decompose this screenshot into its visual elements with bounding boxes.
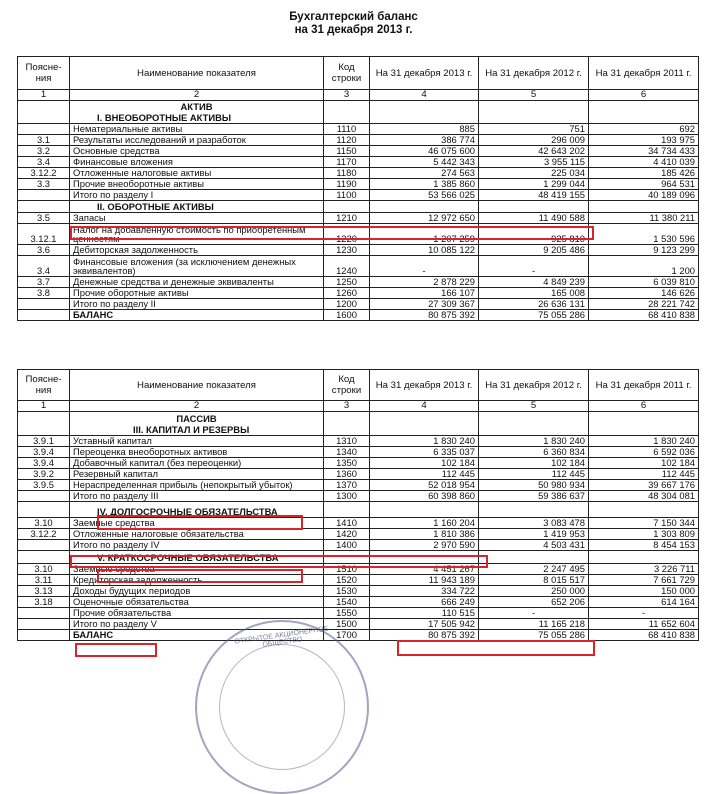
value-2011-cell: 1 830 240 xyxy=(589,436,699,447)
table-row xyxy=(18,469,699,480)
col-header-2011: На 31 декабря 2011 г. xyxy=(589,370,699,401)
table-row xyxy=(18,245,699,256)
note-cell xyxy=(18,124,70,135)
code-cell: 1700 xyxy=(324,630,370,641)
value-2012-cell: 26 636 131 xyxy=(479,299,589,310)
value-2012-cell: 50 980 934 xyxy=(479,480,589,491)
name-cell: Отложенные налоговые обязательства xyxy=(70,529,324,540)
name-cell: Итого по разделу IV xyxy=(70,540,324,551)
col-number: 5 xyxy=(479,90,589,101)
note-cell: 3.6 xyxy=(18,245,70,256)
value-2012-cell: 751 xyxy=(479,124,589,135)
code-cell: 1260 xyxy=(324,288,370,299)
table-row xyxy=(18,518,699,529)
note-cell: 3.11 xyxy=(18,575,70,586)
value-2011-cell: 112 445 xyxy=(589,469,699,480)
note-cell: 3.12.1 xyxy=(18,224,70,245)
section-5-title: V. КРАТКОСРОЧНЫЕ ОБЯЗАТЕЛЬСТВА xyxy=(70,551,324,564)
name-cell: Денежные средства и денежные эквиваленты xyxy=(70,277,324,288)
document-title: Бухгалтерский баланс xyxy=(289,11,418,23)
table-row xyxy=(18,146,699,157)
header-row xyxy=(18,370,699,401)
value-2012-cell: 59 386 637 xyxy=(479,491,589,502)
table-row xyxy=(18,213,699,224)
document-date: на 31 декабря 2013 г. xyxy=(294,24,413,36)
value-2011-cell: 6 592 036 xyxy=(589,447,699,458)
value-2012-cell: 6 360 834 xyxy=(479,447,589,458)
value-2012-cell: 8 015 517 xyxy=(479,575,589,586)
col-header-code: Код строки xyxy=(324,370,370,401)
value-2012-cell: - xyxy=(479,256,589,277)
col-number: 2 xyxy=(70,90,324,101)
stamp-text: ОТКРЫТОЕ АКЦИОНЕРНОЕ ОБЩЕСТВО xyxy=(234,625,329,649)
value-2011-cell: 185 426 xyxy=(589,168,699,179)
value-2011-cell: 48 304 081 xyxy=(589,491,699,502)
value-2013-cell: 27 309 367 xyxy=(370,299,479,310)
value-2013-cell: 666 249 xyxy=(370,597,479,608)
note-cell: 3.12.2 xyxy=(18,168,70,179)
table-row xyxy=(18,310,699,321)
value-2013-cell: 110 515 xyxy=(370,608,479,619)
value-2013-cell: 5 442 343 xyxy=(370,157,479,168)
note-cell xyxy=(18,630,70,641)
liabilities-heading: ПАССИВ xyxy=(176,412,217,424)
value-2013-cell: 2 878 229 xyxy=(370,277,479,288)
note-cell: 3.13 xyxy=(18,586,70,597)
name-cell: Итого по разделу I xyxy=(70,190,324,201)
value-2011-cell: 68 410 838 xyxy=(589,310,699,321)
code-cell: 1310 xyxy=(324,436,370,447)
code-cell: 1170 xyxy=(324,157,370,168)
value-2013-cell: 1 207 259 xyxy=(370,224,479,245)
col-header-2013: На 31 декабря 2013 г. xyxy=(370,57,479,90)
code-cell: 1360 xyxy=(324,469,370,480)
name-cell: Нематериальные активы xyxy=(70,124,324,135)
note-cell: 3.12.2 xyxy=(18,529,70,540)
value-2012-cell: 652 206 xyxy=(479,597,589,608)
code-cell: 1150 xyxy=(324,146,370,157)
code-cell: 1210 xyxy=(324,213,370,224)
code-cell: 1300 xyxy=(324,491,370,502)
code-cell: 1410 xyxy=(324,518,370,529)
value-2012-cell: 3 955 115 xyxy=(479,157,589,168)
code-cell: 1400 xyxy=(324,540,370,551)
stamp-inner-ring xyxy=(219,644,345,770)
value-2011-cell: 1 530 596 xyxy=(589,224,699,245)
value-2011-cell: 4 410 039 xyxy=(589,157,699,168)
column-numbers-row xyxy=(18,401,699,412)
table-row xyxy=(18,277,699,288)
value-2012-cell: 2 247 495 xyxy=(479,564,589,575)
section-2-rows xyxy=(18,213,699,321)
col-number: 1 xyxy=(18,401,70,412)
table-row xyxy=(18,447,699,458)
table-row xyxy=(18,540,699,551)
note-cell xyxy=(18,491,70,502)
name-cell: Дебиторская задолженность xyxy=(70,245,324,256)
name-cell: Прочие обязательства xyxy=(70,608,324,619)
value-2012-cell: 1 830 240 xyxy=(479,436,589,447)
value-2013-cell: 6 335 037 xyxy=(370,447,479,458)
value-2013-cell: 112 445 xyxy=(370,469,479,480)
col-number: 6 xyxy=(589,90,699,101)
value-2013-cell: 60 398 860 xyxy=(370,491,479,502)
col-header-note: Поясне- ния xyxy=(18,57,70,90)
table-row xyxy=(18,491,699,502)
code-cell: 1550 xyxy=(324,608,370,619)
note-cell: 3.8 xyxy=(18,288,70,299)
code-cell: 1340 xyxy=(324,447,370,458)
table-row xyxy=(18,608,699,619)
value-2013-cell: 2 970 590 xyxy=(370,540,479,551)
value-2011-cell: 102 184 xyxy=(589,458,699,469)
name-cell: Итого по разделу II xyxy=(70,299,324,310)
section-heading-row xyxy=(18,502,699,518)
name-cell: Добавочный капитал (без переоценки) xyxy=(70,458,324,469)
table-row xyxy=(18,564,699,575)
section-3-title: III. КАПИТАЛ И РЕЗЕРВЫ xyxy=(133,423,250,435)
value-2012-cell: 4 503 431 xyxy=(479,540,589,551)
table-row xyxy=(18,575,699,586)
code-cell: 1350 xyxy=(324,458,370,469)
note-cell xyxy=(18,310,70,321)
value-2011-cell: 1 200 xyxy=(589,256,699,277)
note-cell: 3.9.2 xyxy=(18,469,70,480)
value-2013-cell: 334 722 xyxy=(370,586,479,597)
value-2011-cell: 6 039 810 xyxy=(589,277,699,288)
name-cell: БАЛАНС xyxy=(70,630,324,641)
section-heading xyxy=(70,412,324,436)
value-2013-cell: 10 085 122 xyxy=(370,245,479,256)
section-3-rows xyxy=(18,436,699,502)
note-cell: 3.9.5 xyxy=(18,480,70,491)
highlight-section-5-total-name xyxy=(75,643,157,657)
value-2013-cell: 102 184 xyxy=(370,458,479,469)
note-cell: 3.2 xyxy=(18,146,70,157)
table-row xyxy=(18,179,699,190)
value-2011-cell: 28 221 742 xyxy=(589,299,699,310)
table-row xyxy=(18,256,699,277)
table-row xyxy=(18,458,699,469)
value-2011-cell: - xyxy=(589,608,699,619)
note-cell: 3.18 xyxy=(18,597,70,608)
name-cell: Запасы xyxy=(70,213,324,224)
note-cell: 3.5 xyxy=(18,213,70,224)
value-2013-cell: 80 875 392 xyxy=(370,310,479,321)
code-cell: 1600 xyxy=(324,310,370,321)
value-2013-cell: 1 385 860 xyxy=(370,179,479,190)
name-cell: Оценочные обязательства xyxy=(70,597,324,608)
col-number: 3 xyxy=(324,90,370,101)
name-cell: БАЛАНС xyxy=(70,310,324,321)
value-2012-cell: 165 008 xyxy=(479,288,589,299)
name-cell: Доходы будущих периодов xyxy=(70,586,324,597)
note-cell: 3.9.1 xyxy=(18,436,70,447)
section-heading-row xyxy=(18,101,699,124)
name-cell: Отложенные налоговые активы xyxy=(70,168,324,179)
code-cell: 1500 xyxy=(324,619,370,630)
col-header-code: Код строки xyxy=(324,57,370,90)
value-2013-cell: 11 943 189 xyxy=(370,575,479,586)
value-2011-cell: 3 226 711 xyxy=(589,564,699,575)
value-2012-cell: 11 165 218 xyxy=(479,619,589,630)
note-cell xyxy=(18,190,70,201)
value-2011-cell: 964 531 xyxy=(589,179,699,190)
value-2012-cell: 42 643 202 xyxy=(479,146,589,157)
value-2013-cell: 1 160 204 xyxy=(370,518,479,529)
value-2013-cell: 80 875 392 xyxy=(370,630,479,641)
table-row xyxy=(18,436,699,447)
name-cell: Заемные средства xyxy=(70,518,324,529)
liabilities-table xyxy=(17,369,699,641)
value-2011-cell: 11 380 211 xyxy=(589,213,699,224)
section-heading-row xyxy=(18,412,699,436)
name-cell: Основные средства xyxy=(70,146,324,157)
value-2012-cell: 11 490 588 xyxy=(479,213,589,224)
value-2011-cell: 8 454 153 xyxy=(589,540,699,551)
table-row xyxy=(18,124,699,135)
code-cell: 1250 xyxy=(324,277,370,288)
section-heading-row xyxy=(18,201,699,213)
col-number: 5 xyxy=(479,401,589,412)
name-cell: Налог на добавленную стоимость по приобретенным ценностям xyxy=(70,224,324,245)
col-number: 3 xyxy=(324,401,370,412)
name-cell: Резервный капитал xyxy=(70,469,324,480)
value-2012-cell: 48 419 155 xyxy=(479,190,589,201)
value-2012-cell: - xyxy=(479,608,589,619)
code-cell: 1110 xyxy=(324,124,370,135)
value-2011-cell: 34 734 433 xyxy=(589,146,699,157)
value-2012-cell: 250 000 xyxy=(479,586,589,597)
note-cell: 3.10 xyxy=(18,518,70,529)
col-header-2012: На 31 декабря 2012 г. xyxy=(479,57,589,90)
code-cell: 1120 xyxy=(324,135,370,146)
table-row xyxy=(18,480,699,491)
note-cell: 3.9.4 xyxy=(18,458,70,469)
value-2011-cell: 7 661 729 xyxy=(589,575,699,586)
code-cell: 1520 xyxy=(324,575,370,586)
value-2013-cell: 4 451 267 xyxy=(370,564,479,575)
note-cell: 3.3 xyxy=(18,179,70,190)
value-2011-cell: 150 000 xyxy=(589,586,699,597)
table-row xyxy=(18,190,699,201)
name-cell: Результаты исследований и разработок xyxy=(70,135,324,146)
code-cell: 1200 xyxy=(324,299,370,310)
value-2012-cell: 112 445 xyxy=(479,469,589,480)
code-cell: 1100 xyxy=(324,190,370,201)
value-2013-cell: - xyxy=(370,256,479,277)
note-cell xyxy=(18,619,70,630)
name-cell: Итого по разделу III xyxy=(70,491,324,502)
code-cell: 1510 xyxy=(324,564,370,575)
value-2012-cell: 3 083 478 xyxy=(479,518,589,529)
value-2012-cell: 1 419 953 xyxy=(479,529,589,540)
value-2011-cell: 40 189 096 xyxy=(589,190,699,201)
value-2011-cell: 39 667 176 xyxy=(589,480,699,491)
section-4-rows xyxy=(18,518,699,551)
name-cell: Переоценка внеоборотных активов xyxy=(70,447,324,458)
value-2013-cell: 274 563 xyxy=(370,168,479,179)
assets-heading: АКТИВ xyxy=(180,101,213,112)
col-number: 4 xyxy=(370,401,479,412)
code-cell: 1220 xyxy=(324,224,370,245)
code-cell: 1530 xyxy=(324,586,370,597)
table-row xyxy=(18,586,699,597)
table-row xyxy=(18,529,699,540)
note-cell: 3.1 xyxy=(18,135,70,146)
section-4-title: IV. ДОЛГОСРОЧНЫЕ ОБЯЗАТЕЛЬСТВА xyxy=(70,502,324,518)
value-2011-cell: 1 303 809 xyxy=(589,529,699,540)
name-cell: Уставный капитал xyxy=(70,436,324,447)
col-number: 6 xyxy=(589,401,699,412)
table-row xyxy=(18,299,699,310)
note-cell: 3.7 xyxy=(18,277,70,288)
value-2012-cell: 225 034 xyxy=(479,168,589,179)
name-cell: Финансовые вложения (за исключением денежных эквивалентов) xyxy=(70,256,324,277)
section-heading-row xyxy=(18,551,699,564)
table-row xyxy=(18,135,699,146)
note-cell xyxy=(18,608,70,619)
value-2012-cell: 925 810 xyxy=(479,224,589,245)
code-cell: 1230 xyxy=(324,245,370,256)
col-header-note: Поясне- ния xyxy=(18,370,70,401)
note-cell: 3.9.4 xyxy=(18,447,70,458)
highlight-section-5-total-values xyxy=(397,640,595,656)
col-number: 2 xyxy=(70,401,324,412)
value-2012-cell: 75 055 286 xyxy=(479,310,589,321)
col-header-2011: На 31 декабря 2011 г. xyxy=(589,57,699,90)
table-row xyxy=(18,630,699,641)
table-row xyxy=(18,168,699,179)
name-cell: Прочие внеоборотные активы xyxy=(70,179,324,190)
name-cell: Заемные средства xyxy=(70,564,324,575)
value-2011-cell: 68 410 838 xyxy=(589,630,699,641)
col-number: 1 xyxy=(18,90,70,101)
value-2012-cell: 4 849 239 xyxy=(479,277,589,288)
note-cell xyxy=(18,540,70,551)
table-row xyxy=(18,224,699,245)
value-2012-cell: 296 009 xyxy=(479,135,589,146)
value-2013-cell: 1 830 240 xyxy=(370,436,479,447)
section-1-rows xyxy=(18,124,699,201)
value-2013-cell: 46 075 600 xyxy=(370,146,479,157)
value-2013-cell: 885 xyxy=(370,124,479,135)
name-cell: Финансовые вложения xyxy=(70,157,324,168)
value-2011-cell: 7 150 344 xyxy=(589,518,699,529)
value-2012-cell: 75 055 286 xyxy=(479,630,589,641)
value-2013-cell: 12 972 650 xyxy=(370,213,479,224)
value-2011-cell: 146 626 xyxy=(589,288,699,299)
header-row xyxy=(18,57,699,90)
value-2013-cell: 1 810 386 xyxy=(370,529,479,540)
column-numbers-row xyxy=(18,90,699,101)
section-heading xyxy=(70,101,324,124)
value-2011-cell: 9 123 299 xyxy=(589,245,699,256)
col-header-name: Наименование показателя xyxy=(70,370,324,401)
code-cell: 1540 xyxy=(324,597,370,608)
col-header-name: Наименование показателя xyxy=(70,57,324,90)
code-cell: 1180 xyxy=(324,168,370,179)
code-cell: 1190 xyxy=(324,179,370,190)
col-number: 4 xyxy=(370,90,479,101)
section-2-title: II. ОБОРОТНЫЕ АКТИВЫ xyxy=(70,201,324,213)
col-header-2013: На 31 декабря 2013 г. xyxy=(370,370,479,401)
value-2013-cell: 17 505 942 xyxy=(370,619,479,630)
name-cell: Нераспределенная прибыль (непокрытый убыток) xyxy=(70,480,324,491)
note-cell xyxy=(18,299,70,310)
code-cell: 1240 xyxy=(324,256,370,277)
value-2012-cell: 102 184 xyxy=(479,458,589,469)
table-row xyxy=(18,157,699,168)
name-cell: Кредиторская задолженность xyxy=(70,575,324,586)
code-cell: 1370 xyxy=(324,480,370,491)
value-2012-cell: 1 299 044 xyxy=(479,179,589,190)
section-5-rows xyxy=(18,564,699,641)
name-cell: Прочие оборотные активы xyxy=(70,288,324,299)
value-2011-cell: 614 164 xyxy=(589,597,699,608)
value-2013-cell: 166 107 xyxy=(370,288,479,299)
value-2011-cell: 692 xyxy=(589,124,699,135)
value-2012-cell: 9 205 486 xyxy=(479,245,589,256)
company-stamp xyxy=(195,620,369,794)
value-2011-cell: 11 652 604 xyxy=(589,619,699,630)
name-cell: Итого по разделу V xyxy=(70,619,324,630)
note-cell: 3.4 xyxy=(18,256,70,277)
note-cell: 3.4 xyxy=(18,157,70,168)
value-2013-cell: 52 018 954 xyxy=(370,480,479,491)
table-row xyxy=(18,619,699,630)
note-cell: 3.10 xyxy=(18,564,70,575)
value-2013-cell: 53 566 025 xyxy=(370,190,479,201)
section-1-title: I. ВНЕОБОРОТНЫЕ АКТИВЫ xyxy=(97,112,232,123)
code-cell: 1420 xyxy=(324,529,370,540)
value-2013-cell: 386 774 xyxy=(370,135,479,146)
table-row xyxy=(18,597,699,608)
assets-table xyxy=(17,56,699,321)
value-2011-cell: 193 975 xyxy=(589,135,699,146)
table-row xyxy=(18,288,699,299)
col-header-2012: На 31 декабря 2012 г. xyxy=(479,370,589,401)
